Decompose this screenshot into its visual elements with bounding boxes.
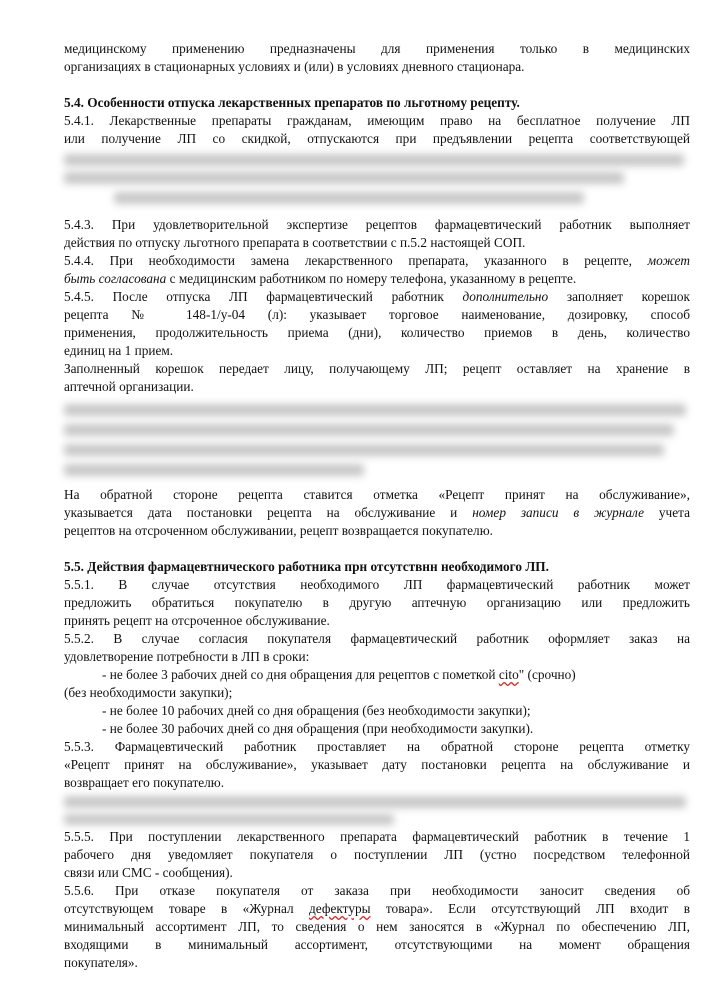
p552-bullet-2: - не более 10 рабочих дней со дня обращения (без необходимости закупки); [102, 703, 531, 718]
redacted-block-1 [64, 148, 690, 216]
p545b-line-1: Заполненный корешок передает лицу, получающему ЛП; рецепт оставляет на хранение в [64, 361, 690, 376]
p555-line-2: рабочего дня уведомляет покупателя о поступлении ЛП (устно посредством телефонной [64, 847, 690, 862]
p553-line-3: возвращает его покупателю. [64, 775, 225, 790]
p544-line-2: быть согласована с медицинским работником по номеру телефона, указанному в рецепте. [64, 271, 577, 286]
back-line-1: На обратной стороне рецепта ставится отметка «Рецепт принят на обслуживание», [64, 487, 690, 502]
p552-bullet-3: - не более 30 рабочих дней со дня обращения (при необходимости закупки). [102, 721, 534, 736]
p556-line-1: 5.5.6. При отказе покупателя от заказа при необходимости заносит сведения об [64, 883, 690, 898]
p551-line-3: принять рецепт на отсроченное обслуживание. [64, 613, 330, 628]
back-line-2: указывается дата постановки рецепта на обслуживание и номер записи в журнале учета [64, 505, 691, 520]
redacted-block-3 [64, 792, 690, 828]
redacted-block-2 [64, 396, 690, 486]
p551-line-2: предложить обратиться покупателю в другую аптечную организацию или предложить [64, 595, 690, 610]
p545-line-4: единиц на 1 прием. [64, 343, 174, 358]
p544-line-1: 5.4.4. При необходимости замена лекарственного препарата, указанного в рецепте, может [64, 253, 690, 268]
p545-line-3: применения, продолжительность приема (дни), количество приемов в день, количество [64, 325, 690, 340]
p556-line-3: минимальный ассортимент ЛП, то сведения о нем заносятся в «Журнал по обеспечению ЛП, [64, 919, 690, 934]
p552-bullet-1: - не более 3 рабочих дней со дня обращения для рецептов с пометкой cito" (срочно) [102, 667, 576, 682]
p552-line-1: 5.5.2. В случае согласия покупателя фармацевтический работник оформляет заказ на [64, 631, 690, 646]
p556-line-5: покупателя». [64, 955, 138, 970]
p556-line-4: входящими в минимальный ассортимент, отсутствующими на момент обращения [64, 937, 690, 952]
p545b-line-2: аптечной организации. [64, 379, 194, 394]
p555-line-3: связи или СМС - сообщения). [64, 865, 233, 880]
document-page [64, 40, 690, 972]
p553-line-2: «Рецепт принят на обслуживание», указывает дату постановки рецепта на обслуживание и [64, 757, 690, 772]
intro-line-1: медицинскому применению предназначены для применения только в медицинских [64, 41, 690, 56]
intro-line-2: организациях в стационарных условиях и (или) в условиях дневного стационара. [64, 59, 525, 74]
back-line-3: рецептов на отсроченном обслуживании, рецепт возвращается покупателю. [64, 523, 493, 538]
section-5-4-heading: 5.4. Особенности отпуска лекарственных препаратов по льготному рецепту. [64, 95, 520, 110]
p543-line-2: действия по отпуску льготного препарата в соответствии с п.5.2 настоящей СОП. [64, 235, 526, 250]
p545-line-1: 5.4.5. После отпуска ЛП фармацевтический работник дополнительно заполняет корешок [64, 289, 690, 304]
p545-line-2: рецепта № 148-1/у-04 (л): указывает торговое наименование, дозировку, способ [64, 307, 690, 322]
p552-line-2: удовлетворение потребности в ЛП в сроки: [64, 649, 310, 664]
section-5-5-heading: 5.5. Действия фармацевтнического работника прн отсутствнн необходимого ЛП. [64, 559, 549, 574]
p541-line-1: 5.4.1. Лекарственные препараты гражданам, имеющим право на бесплатное получение ЛП [64, 113, 690, 128]
p541-line-2: или получение ЛП со скидкой, отпускаются при предъявлении рецепта соответствующей [64, 131, 690, 146]
p543-line-1: 5.4.3. При удовлетворительной экспертизе рецептов фармацевтический работник выполняет [64, 217, 690, 232]
p555-line-1: 5.5.5. При поступлении лекарственного препарата фармацевтический работник в течение 1 [64, 829, 690, 844]
p551-line-1: 5.5.1. В случае отсутствия необходимого ЛП фармацевтический работник может [64, 577, 690, 592]
p556-line-2: отсутствующем товаре в «Журнал дефектуры товара». Если отсутствующий ЛП входит в [64, 901, 691, 916]
p552-bullet-1-cont: (без необходимости закупки); [64, 685, 233, 700]
p553-line-1: 5.5.3. Фармацевтический работник проставляет на обратной стороне рецепта отметку [64, 739, 690, 754]
